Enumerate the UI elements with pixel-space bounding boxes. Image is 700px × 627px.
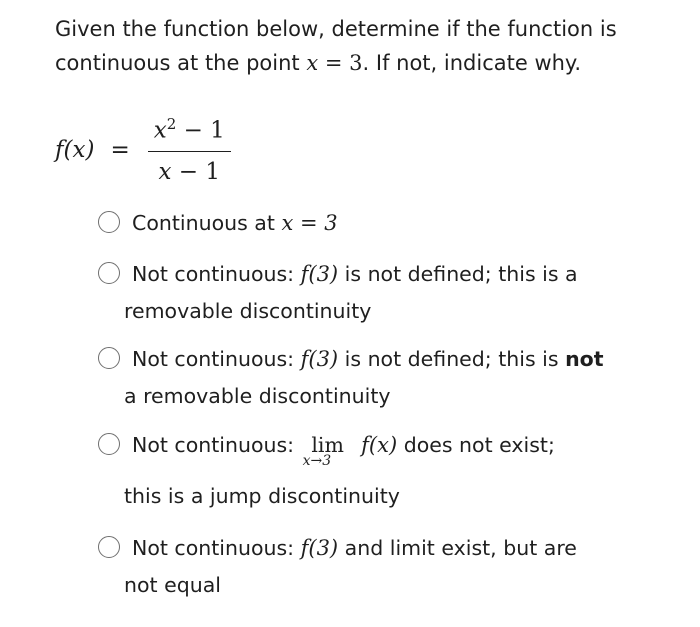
option-text: Continuous at <box>132 211 275 235</box>
fraction-denominator <box>152 159 226 185</box>
option-text: Not continuous: <box>132 433 295 457</box>
numerator-exponent: 2 <box>166 114 177 133</box>
radio-button[interactable] <box>98 433 120 455</box>
option-text-after: and limit exist, but are <box>344 536 577 560</box>
question-text <box>55 12 675 80</box>
option-text: Not continuous: <box>132 536 295 560</box>
option-line-1 <box>98 427 658 469</box>
formula-fraction <box>148 115 231 185</box>
radio-button[interactable] <box>98 211 120 233</box>
option-text-after: is not defined; this is a <box>344 262 578 286</box>
option-line-2: not equal <box>124 573 221 597</box>
fraction-numerator <box>148 115 231 144</box>
option-line-1 <box>98 256 658 293</box>
option-limit-not-equal[interactable] <box>98 530 658 604</box>
question-point-value: 3 <box>349 51 363 75</box>
radio-button[interactable] <box>98 347 120 369</box>
denominator-var: x <box>158 159 172 186</box>
numerator-rest: − 1 <box>183 117 225 144</box>
option-line-1 <box>98 530 658 567</box>
function-formula <box>55 110 231 190</box>
numerator-base: x <box>153 117 167 144</box>
option-line-2: this is a jump discontinuity <box>124 484 400 508</box>
limit-operator: lim <box>311 433 344 457</box>
option-non-removable-discontinuity[interactable] <box>98 341 658 415</box>
limit-expression <box>301 427 355 469</box>
fraction-bar <box>148 151 231 153</box>
option-removable-discontinuity[interactable] <box>98 256 658 330</box>
question-equals: = <box>324 51 343 75</box>
question-part1: Given the function below, determine if the function is continuous at the point <box>55 17 617 75</box>
option-math: f(3) <box>300 262 339 286</box>
option-text: Not continuous: <box>132 347 295 371</box>
option-text-after: does not exist; <box>403 433 555 457</box>
formula-equals: = <box>110 137 130 163</box>
question-part2: . If not, indicate why. <box>362 51 582 75</box>
option-continuous[interactable] <box>98 205 658 242</box>
radio-button[interactable] <box>98 536 120 558</box>
option-jump-discontinuity[interactable] <box>98 427 658 515</box>
radio-button[interactable] <box>98 262 120 284</box>
formula-lhs: f(x) <box>55 137 95 163</box>
question-variable: x <box>306 51 319 75</box>
option-math: f(3) <box>300 347 339 371</box>
option-line-2: removable discontinuity <box>124 299 372 323</box>
option-line-2: a removable discontinuity <box>124 384 391 408</box>
option-text-after: is not defined; this is <box>344 347 559 371</box>
option-bold-text: not <box>565 347 604 371</box>
option-math: x = 3 <box>281 211 338 235</box>
option-math: f(3) <box>300 536 339 560</box>
option-line-1 <box>98 341 658 378</box>
option-line-1 <box>98 205 658 242</box>
option-math: f(x) <box>361 433 398 457</box>
denominator-rest: − 1 <box>178 159 220 186</box>
option-text: Not continuous: <box>132 262 295 286</box>
limit-subscript: x→3 <box>302 453 332 469</box>
